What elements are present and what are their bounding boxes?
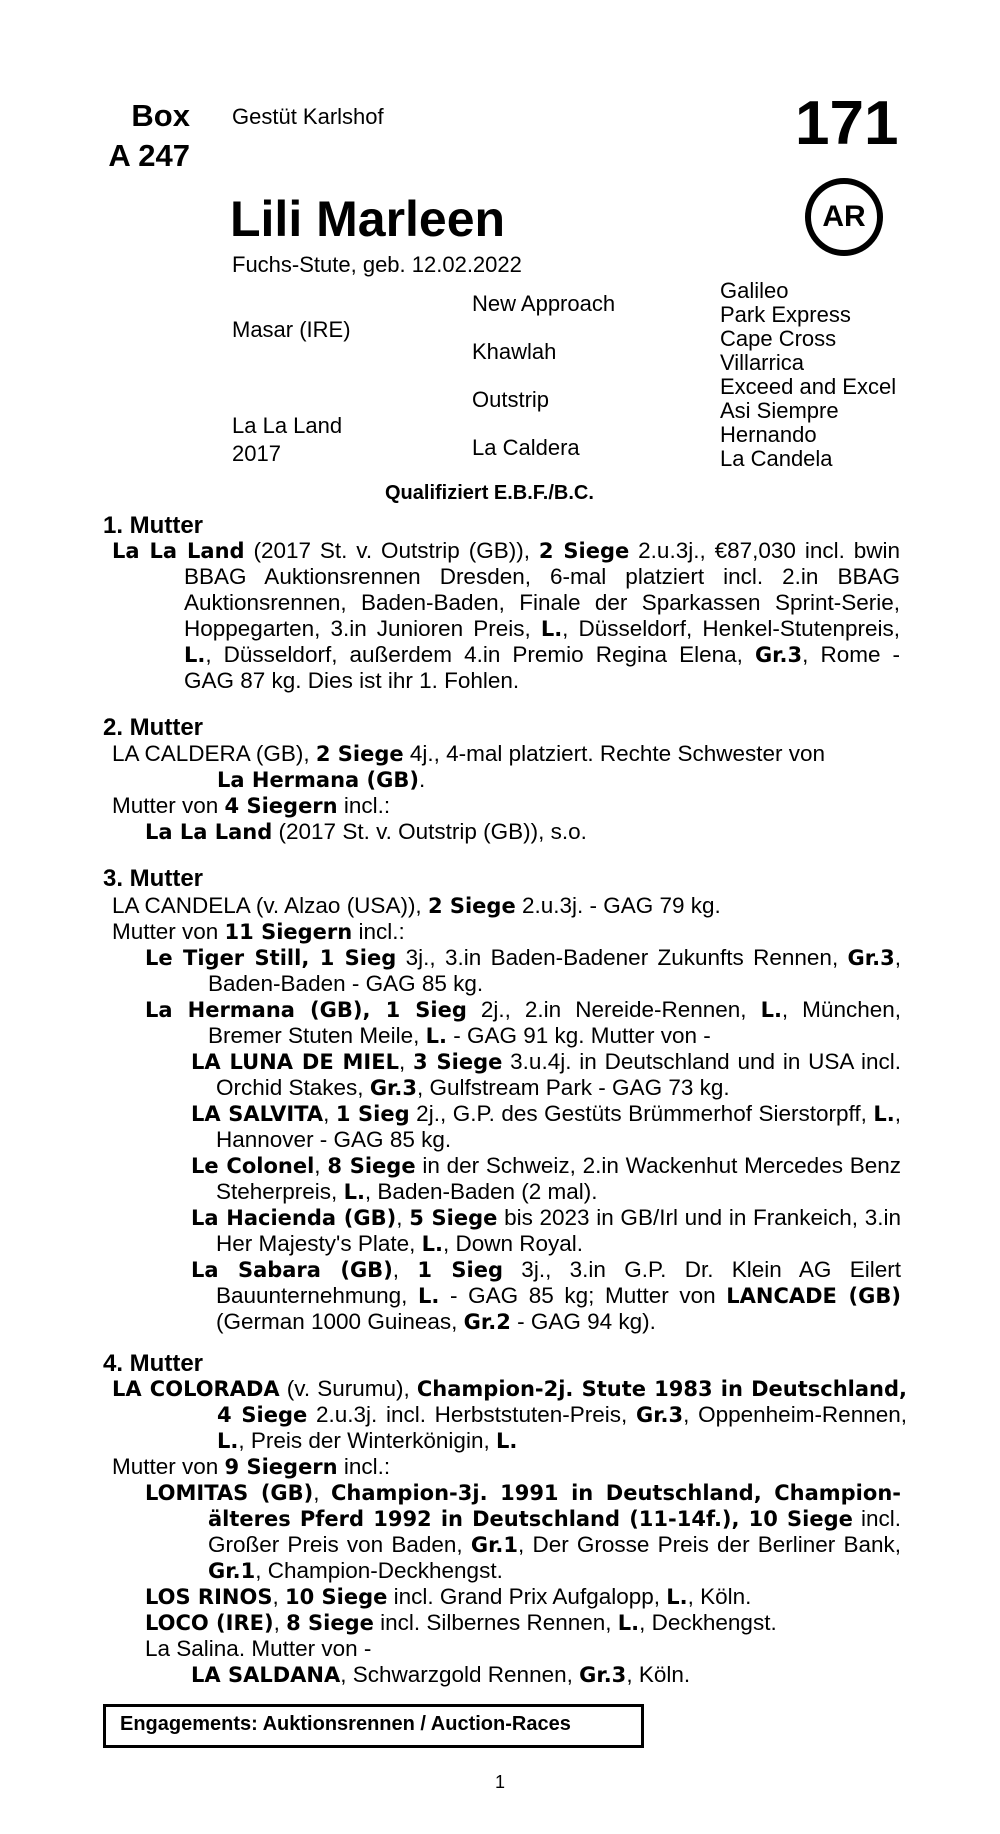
- second-dam-sister: La Hermana (GB).: [217, 767, 426, 792]
- produce-le-colonel: Le Colonel, 8 Siege in der Schweiz, 2.in Wackenhut Mercedes Benz Steherpreis, L., Baden-Baden (2 mal).: [191, 1153, 901, 1204]
- pedigree-sire: Masar (IRE): [232, 317, 351, 342]
- engagements-box: Engagements: Auktionsrennen / Auction-Races: [103, 1704, 644, 1748]
- pedigree-grandparent: Khawlah: [472, 339, 557, 364]
- qualification: Qualifiziert E.B.F./B.C.: [385, 482, 594, 504]
- box-number: A 247: [108, 138, 190, 173]
- second-dam-entry: LA CALDERA (GB), 2 Siege 4j., 4-mal platziert. Rechte Schwester von: [112, 741, 826, 766]
- produce-loco: LOCO (IRE), 8 Siege incl. Silbernes Rennen, L., Deckhengst.: [145, 1610, 777, 1635]
- breeder: Gestüt Karlshof: [232, 104, 384, 129]
- first-dam-heading: 1. Mutter: [103, 512, 204, 539]
- ar-badge-text: AR: [822, 200, 866, 233]
- second-dam-mother-of: Mutter von 4 Siegern incl.:: [112, 793, 391, 818]
- page-number: 1: [495, 1772, 506, 1792]
- pedigree-great-grandparent: La Candela: [720, 446, 833, 471]
- produce-la-luna-de-miel: LA LUNA DE MIEL, 3 Siege 3.u.4j. in Deutschland und in USA incl. Orchid Stakes, Gr.3, Gulfstream Park - GAG 73 kg.: [191, 1049, 901, 1100]
- pedigree-great-grandparent: Cape Cross: [720, 326, 837, 351]
- third-dam-mother-of: Mutter von 11 Siegern incl.:: [112, 919, 405, 944]
- pedigree-great-grandparent: Asi Siempre: [720, 398, 839, 423]
- box-label: Box: [131, 98, 190, 133]
- ar-badge: [805, 178, 883, 256]
- produce-le-tiger-still: Le Tiger Still, 1 Sieg 3j., 3.in Baden-Badener Zukunfts Rennen, Gr.3, Baden-Baden - GAG 85 kg.: [145, 945, 901, 996]
- produce-lomitas: LOMITAS (GB), Champion-3j. 1991 in Deutschland, Champion-älteres Pferd 1992 in Deutschland (11-14f.), 10 Siege incl. Großer Preis von Baden, Gr.1, Der Grosse Preis der Berliner Bank, Gr.1, Champion-Deckhengst.: [145, 1480, 901, 1583]
- pedigree-grandparent: New Approach: [472, 291, 616, 316]
- produce-la-salvita: LA SALVITA, 1 Sieg 2j., G.P. des Gestüts Brümmerhof Sierstorpff, L., Hannover - GAG 85 kg.: [191, 1101, 901, 1152]
- pedigree-great-grandparent: Hernando: [720, 422, 817, 447]
- pedigree-grandparent: La Caldera: [472, 435, 580, 460]
- pedigree-great-grandparent: Galileo: [720, 278, 789, 303]
- produce-la-hermana: La Hermana (GB), 1 Sieg 2j., 2.in Nereide-Rennen, L., München, Bremer Stuten Meile, L. - GAG 91 kg. Mutter von -: [145, 997, 901, 1048]
- produce-la-saldana: LA SALDANA, Schwarzgold Rennen, Gr.3, Köln.: [191, 1662, 691, 1687]
- pedigree-great-grandparent: Villarrica: [720, 350, 804, 375]
- produce-la-sabara: La Sabara (GB), 1 Sieg 3j., 3.in G.P. Dr. Klein AG Eilert Bauunternehmung, L. - GAG 85 kg; Mutter von LANCADE (GB) (German 1000 Guineas, Gr.2 - GAG 94 kg).: [191, 1257, 901, 1334]
- fourth-dam-mother-of: Mutter von 9 Siegern incl.:: [112, 1454, 391, 1479]
- third-dam-entry: LA CANDELA (v. Alzao (USA)), 2 Siege 2.u.3j. - GAG 79 kg.: [112, 893, 721, 918]
- horse-name: Lili Marleen: [230, 191, 506, 247]
- produce-la-hacienda: La Hacienda (GB), 5 Siege bis 2023 in GB/Irl und in Frankeich, 3.in Her Majesty's Plate, L., Down Royal.: [191, 1205, 902, 1256]
- pedigree-grandparent: Outstrip: [472, 387, 550, 412]
- produce-los-rinos: LOS RINOS, 10 Siege incl. Grand Prix Aufgalopp, L., Köln.: [145, 1584, 752, 1609]
- pedigree-great-grandparent: Exceed and Excel: [720, 374, 897, 399]
- fourth-dam-heading: 4. Mutter: [103, 1350, 204, 1377]
- second-dam-produce: La La Land (2017 St. v. Outstrip (GB)), s.o.: [145, 819, 587, 844]
- second-dam-heading: 2. Mutter: [103, 714, 204, 741]
- fourth-dam-entry: LA COLORADA (v. Surumu), Champion-2j. Stute 1983 in Deutschland, 4 Siege 2.u.3j. incl. Herbststuten-Preis, Gr.3, Oppenheim-Rennen, L., Preis der Winterkönigin, L.: [112, 1376, 908, 1453]
- first-dam-entry: La La Land (2017 St. v. Outstrip (GB)), 2 Siege 2.u.3j., €87,030 incl. bwin BBAG Auktionsrennen Dresden, 6-mal platziert incl. 2.in BBAG Auktionsrennen, Baden-Baden, Finale der Sparkassen Sprint-Serie, Hoppegarten, 3.in Junioren Preis, L., Düsseldorf, Henkel-Stutenpreis, L., Düsseldorf, außerdem 4.in Premio Regina Elena, Gr.3, Rome - GAG 87 kg. Dies ist ihr 1. Fohlen.: [112, 538, 901, 693]
- pedigree-great-grandparent: Park Express: [720, 302, 851, 327]
- horse-description: Fuchs-Stute, geb. 12.02.2022: [232, 252, 522, 277]
- pedigree-dam: La La Land: [232, 413, 343, 438]
- third-dam-heading: 3. Mutter: [103, 865, 204, 892]
- pedigree-dam-year: 2017: [232, 441, 281, 466]
- produce-la-salina: La Salina. Mutter von -: [145, 1636, 372, 1661]
- lot-number: 171: [795, 89, 899, 158]
